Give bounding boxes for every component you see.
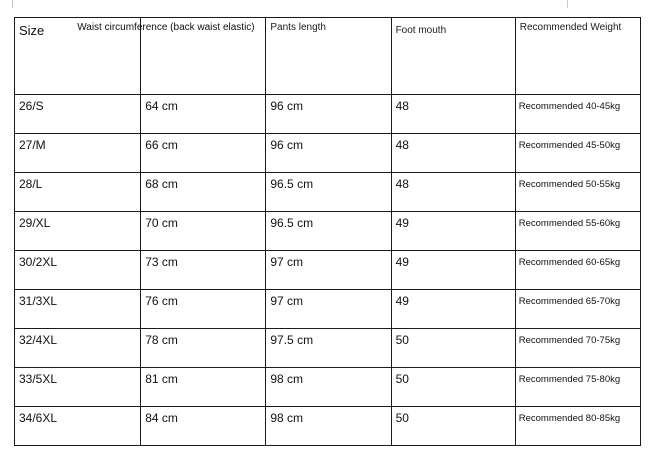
header-foot-label: Foot mouth — [395, 25, 447, 36]
cell-size — [15, 95, 141, 134]
cell-size-text: 28/L — [19, 177, 43, 191]
cell-waist-text: 64 cm — [145, 99, 178, 113]
cell-recommended-weight — [515, 251, 640, 290]
cell-size — [15, 368, 141, 407]
cell-length — [266, 134, 391, 173]
cell-foot-mouth-text: 50 — [395, 333, 409, 347]
table-row — [15, 368, 641, 407]
cell-waist — [141, 368, 266, 407]
cell-recommended-weight — [515, 329, 640, 368]
cell-length — [266, 173, 391, 212]
cell-recommended-weight — [515, 134, 640, 173]
cell-foot-mouth — [391, 173, 515, 212]
cell-waist-text: 73 cm — [145, 255, 178, 269]
cell-recommended-weight — [515, 368, 640, 407]
cell-length — [266, 407, 391, 446]
cell-foot-mouth-text: 48 — [395, 138, 409, 152]
cell-length-text: 97 cm — [270, 255, 304, 269]
cell-foot-mouth-text: 50 — [395, 411, 409, 425]
cell-recommended-weight-text: Recommended 70-75kg — [518, 335, 621, 346]
cell-recommended-weight — [515, 407, 640, 446]
cell-recommended-weight-text: Recommended 65-70kg — [518, 296, 621, 307]
cell-waist-text: 84 cm — [145, 411, 178, 425]
cell-length — [266, 329, 391, 368]
cell-length — [266, 95, 391, 134]
cell-size — [15, 251, 141, 290]
cell-recommended-weight-text: Recommended 40-45kg — [518, 101, 621, 112]
cell-recommended-weight-text: Recommended 45-50kg — [518, 140, 621, 151]
header-cell-weight — [515, 18, 640, 95]
table-row — [15, 407, 641, 446]
cell-recommended-weight — [515, 290, 640, 329]
cell-length-text: 96 cm — [270, 99, 304, 113]
cell-length-text: 96 cm — [270, 138, 304, 152]
cell-foot-mouth-text: 49 — [395, 255, 409, 269]
cell-foot-mouth-text: 48 — [395, 177, 409, 191]
cell-size-text: 26/S — [19, 99, 44, 113]
table-row — [15, 290, 641, 329]
table-row — [15, 212, 641, 251]
cell-size-text: 27/M — [19, 138, 46, 152]
cell-waist-text: 68 cm — [145, 177, 178, 191]
cell-waist-text: 81 cm — [145, 372, 178, 386]
cell-recommended-weight-text: Recommended 80-85kg — [518, 413, 621, 424]
cell-length-text: 96.5 cm — [270, 216, 314, 230]
header-weight-label: Recommended Weight — [519, 22, 622, 33]
cell-foot-mouth-text: 48 — [395, 99, 409, 113]
header-length-label: Pants length — [270, 22, 326, 33]
cell-length-text: 98 cm — [270, 372, 304, 386]
cell-foot-mouth — [391, 368, 515, 407]
cell-waist — [141, 407, 266, 446]
cell-waist-text: 70 cm — [145, 216, 178, 230]
cell-length-text: 98 cm — [270, 411, 304, 425]
cell-waist — [141, 329, 266, 368]
cell-recommended-weight — [515, 212, 640, 251]
cell-waist — [141, 173, 266, 212]
header-cell-foot — [391, 18, 515, 95]
cell-waist-text: 78 cm — [145, 333, 178, 347]
table-row — [15, 251, 641, 290]
cell-waist — [141, 290, 266, 329]
cell-waist-text: 76 cm — [145, 294, 178, 308]
cell-size-text: 34/6XL — [19, 411, 58, 425]
cell-waist — [141, 134, 266, 173]
table-row — [15, 134, 641, 173]
cell-foot-mouth — [391, 407, 515, 446]
cell-length-text: 96.5 cm — [270, 177, 314, 191]
cell-recommended-weight-text: Recommended 75-80kg — [518, 374, 621, 385]
cell-foot-mouth — [391, 134, 515, 173]
cell-recommended-weight — [515, 173, 640, 212]
cell-recommended-weight — [515, 95, 640, 134]
cell-foot-mouth — [391, 290, 515, 329]
size-chart-table — [14, 17, 641, 446]
cell-length — [266, 368, 391, 407]
table-row — [15, 95, 641, 134]
header-size-label: Size — [19, 23, 45, 38]
cell-size-text: 30/2XL — [19, 255, 58, 269]
cell-size-text: 32/4XL — [19, 333, 58, 347]
cell-recommended-weight-text: Recommended 55-60kg — [518, 218, 621, 229]
cell-recommended-weight-text: Recommended 50-55kg — [518, 179, 621, 190]
cell-foot-mouth — [391, 212, 515, 251]
cell-foot-mouth-text: 50 — [395, 372, 409, 386]
cell-foot-mouth — [391, 329, 515, 368]
header-cell-length — [266, 18, 391, 95]
cell-length — [266, 251, 391, 290]
cell-size — [15, 212, 141, 251]
cell-size — [15, 407, 141, 446]
cell-length-text: 97 cm — [270, 294, 304, 308]
cell-foot-mouth — [391, 95, 515, 134]
cell-size — [15, 329, 141, 368]
cell-size-text: 31/3XL — [19, 294, 58, 308]
table-row — [15, 173, 641, 212]
cell-length-text: 97.5 cm — [270, 333, 314, 347]
cell-size — [15, 173, 141, 212]
cell-length — [266, 290, 391, 329]
cell-length — [266, 212, 391, 251]
cell-recommended-weight-text: Recommended 60-65kg — [518, 257, 621, 268]
page-margin-marker-right — [567, 0, 568, 8]
cell-waist — [141, 95, 266, 134]
header-waist-label: Waist circumference (back waist elastic) — [77, 22, 255, 33]
cell-size-text: 29/XL — [19, 216, 51, 230]
cell-size — [15, 290, 141, 329]
cell-foot-mouth-text: 49 — [395, 294, 409, 308]
cell-foot-mouth — [391, 251, 515, 290]
header-cell-waist — [77, 18, 266, 95]
cell-size-text: 33/5XL — [19, 372, 58, 386]
cell-size — [15, 134, 141, 173]
cell-waist — [141, 212, 266, 251]
header-row — [15, 18, 641, 95]
cell-waist-text: 66 cm — [145, 138, 178, 152]
cell-waist — [141, 251, 266, 290]
cell-foot-mouth-text: 49 — [395, 216, 409, 230]
page-margin-marker-left — [12, 0, 13, 8]
table-row — [15, 329, 641, 368]
